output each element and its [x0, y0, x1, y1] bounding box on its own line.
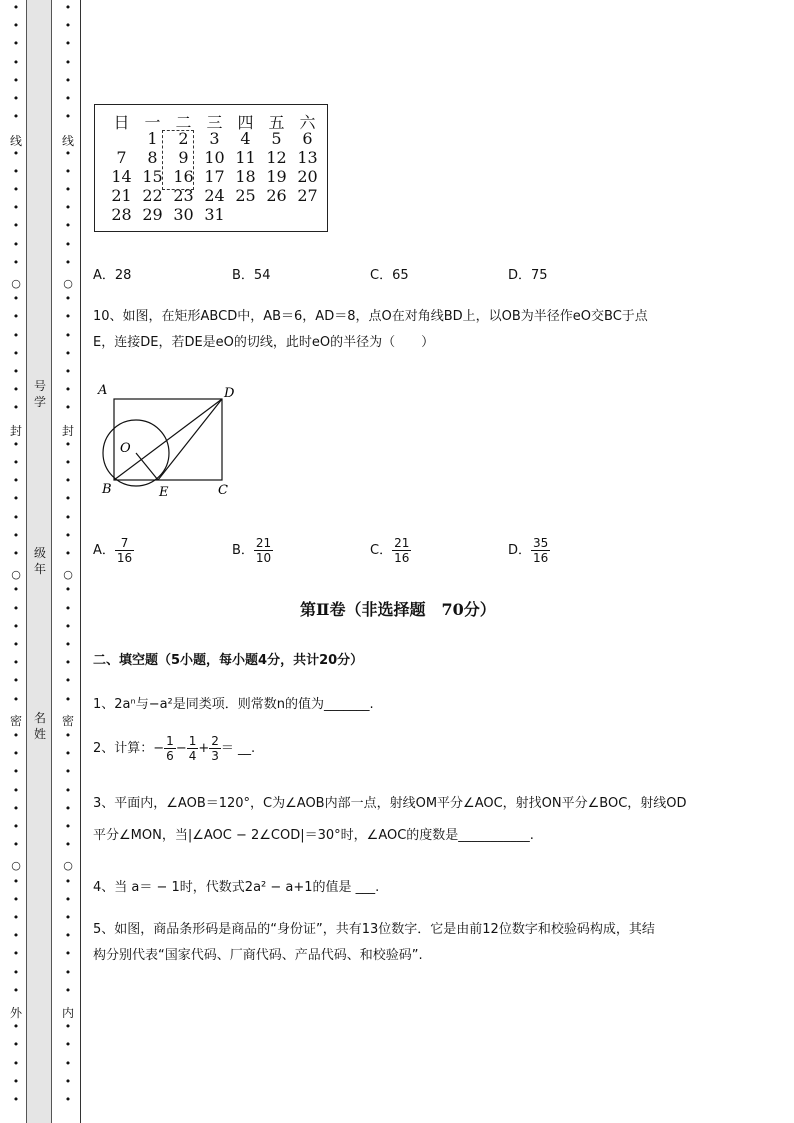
calendar-day-cell: 22: [142, 186, 163, 205]
q10-text-line2: E，连接DE，若DE是eO的切线，此时eO的半径为（ ）: [93, 335, 435, 350]
margin-dot: •: [64, 693, 72, 706]
part2-title: 第Ⅱ卷（非选择题 70分）: [300, 600, 496, 619]
margin-dot: •: [12, 893, 20, 906]
margin-dot: •: [64, 765, 72, 778]
margin-line: [80, 0, 81, 1123]
margin-dot: •: [12, 1038, 20, 1051]
section2-title: 二、填空题（5小题，每小题4分，共计20分）: [93, 653, 364, 668]
calendar-day-cell: 12: [266, 148, 287, 167]
margin-dot: •: [12, 37, 20, 50]
margin-dot: •: [12, 729, 20, 742]
label-c: C: [218, 483, 228, 498]
margin-dot: •: [64, 1038, 72, 1051]
margin-circle: ○: [63, 568, 73, 581]
margin-dot: •: [64, 238, 72, 251]
margin-dot: •: [64, 292, 72, 305]
fill-q5-line1: 5、如图，商品条形码是商品的“身份证”，共有13位数字．它是由前12位数字和校验码构成，其结: [93, 922, 655, 937]
margin-dot: •: [64, 784, 72, 797]
calendar-day-cell: 3: [209, 129, 220, 148]
margin-dot: •: [64, 747, 72, 760]
q9-option-a: A．28: [93, 268, 132, 283]
label-a: A: [98, 383, 108, 398]
margin-dot: •: [64, 37, 72, 50]
fill-q4: 4、当 a＝ − 1时，代数式2a² − a+1的值是 ___.: [93, 880, 380, 895]
margin-dot: •: [12, 802, 20, 815]
margin-dot: •: [12, 583, 20, 596]
margin-dot: •: [64, 620, 72, 633]
margin-dot: •: [12, 347, 20, 360]
fill-q3-line2: 平分∠MON，当|∠AOC − 2∠COD|＝30°时，∠AOC的度数是___________.: [93, 828, 534, 843]
calendar-day-cell: [106, 129, 137, 148]
margin-dot: •: [12, 656, 20, 669]
margin-dot: •: [12, 784, 20, 797]
label-o: O: [120, 441, 131, 456]
margin-seal-char: 密: [61, 714, 74, 728]
margin-dot: •: [64, 911, 72, 924]
margin-dot: •: [12, 747, 20, 760]
calendar-day-cell: 16: [173, 167, 194, 186]
q10-option-a: A． $\frac{7}{16}$: [93, 536, 133, 565]
margin-dot: •: [64, 1, 72, 14]
calendar-day-cell: 28: [111, 205, 132, 224]
margin-dot: •: [12, 74, 20, 87]
label-b: B: [102, 482, 112, 497]
margin-dot: •: [12, 638, 20, 651]
calendar-day-cell: 27: [297, 186, 318, 205]
margin-seal-char: 线: [9, 134, 22, 148]
margin-dot: •: [12, 19, 20, 32]
calendar-day-cell: 21: [111, 186, 132, 205]
margin-dot: •: [64, 1057, 72, 1070]
margin-dot: •: [64, 638, 72, 651]
calendar-day-cell: 15: [142, 167, 163, 186]
calendar-header-cell: 二: [175, 113, 192, 132]
margin-dot: •: [64, 201, 72, 214]
margin-dot: •: [64, 547, 72, 560]
calendar-day-cell: 10: [204, 148, 225, 167]
margin-dot: •: [12, 183, 20, 196]
calendar-header-cell: 六: [299, 113, 316, 132]
margin-dot: •: [12, 1, 20, 14]
margin-dot: •: [64, 310, 72, 323]
calendar-day-cell: 5: [271, 129, 282, 148]
margin-dot: •: [12, 219, 20, 232]
margin-dot: •: [12, 1020, 20, 1033]
margin-dot: •: [12, 929, 20, 942]
margin-dot: •: [64, 966, 72, 979]
calendar-day-cell: 29: [142, 205, 163, 224]
margin-dot: •: [64, 729, 72, 742]
margin-circle: ○: [11, 277, 21, 290]
margin-dot: •: [64, 110, 72, 123]
margin-dot: •: [12, 602, 20, 615]
margin-dot: •: [12, 456, 20, 469]
calendar-grid: [106, 110, 323, 224]
calendar-day-cell: [292, 205, 323, 224]
q10-option-b: B． $\frac{21}{10}$: [232, 536, 272, 565]
margin-seal-char: 线: [61, 134, 74, 148]
calendar-day-cell: [261, 205, 292, 224]
margin-dot: •: [12, 547, 20, 560]
margin-dot: •: [12, 310, 20, 323]
calendar-day-cell: 9: [178, 148, 189, 167]
margin-dot: •: [64, 674, 72, 687]
calendar-day-cell: 24: [204, 186, 225, 205]
margin-dot: •: [64, 820, 72, 833]
calendar-dashed-selection: [162, 130, 194, 190]
margin-dot: •: [64, 929, 72, 942]
calendar-day-cell: 20: [297, 167, 318, 186]
margin-dot: •: [12, 529, 20, 542]
calendar-day-cell: 13: [297, 148, 318, 167]
margin-seal-char: 外: [9, 1006, 22, 1020]
margin-seal-char: 内: [61, 1006, 74, 1020]
margin-dot: •: [12, 947, 20, 960]
margin-dot: •: [12, 401, 20, 414]
calendar-header-cell: 三: [206, 113, 223, 132]
margin-dot: •: [64, 329, 72, 342]
margin-dot: •: [12, 147, 20, 160]
margin-dot: •: [64, 347, 72, 360]
margin-dot: •: [64, 1093, 72, 1106]
margin-dot: •: [64, 984, 72, 997]
margin-seal-char: 封: [61, 424, 74, 438]
margin-dot: •: [12, 875, 20, 888]
q10-figure: [94, 378, 244, 500]
calendar-day-cell: 18: [235, 167, 256, 186]
margin-dot: •: [12, 765, 20, 778]
calendar-day-cell: 7: [116, 148, 127, 167]
calendar-day-cell: 2: [178, 129, 189, 148]
calendar-day-cell: 26: [266, 186, 287, 205]
calendar-day-cell: 1: [147, 129, 158, 148]
fill-q2: 2、计算：− $\frac{1}{6}$ − $\frac{1}{4}$ + $\frac{2}{3}$ ＝ __.: [93, 734, 256, 763]
margin-dot: •: [12, 365, 20, 378]
q10-text-line1: 10、如图，在矩形ABCD中，AB＝6，AD＝8，点O在对角线BD上，以OB为半径作eO交BC于点: [93, 309, 648, 324]
margin-dot: •: [12, 165, 20, 178]
fill-q1: 1、2aⁿ与−a²是同类项．则常数n的值为_______.: [93, 697, 374, 712]
calendar-day-cell: 6: [302, 129, 313, 148]
margin-circle: ○: [11, 568, 21, 581]
calendar-header-cell: 一: [144, 113, 161, 132]
q9-option-d: D．75: [508, 268, 548, 283]
calendar-header-cell: 日: [113, 113, 130, 132]
margin-dot: •: [64, 219, 72, 232]
margin-dot: •: [12, 438, 20, 451]
name-label: 名 姓: [33, 711, 46, 741]
label-d: D: [224, 386, 235, 401]
margin-seal-char: 密: [9, 714, 22, 728]
margin-dot: •: [12, 693, 20, 706]
calendar-day-cell: 30: [173, 205, 194, 224]
margin-dot: •: [12, 474, 20, 487]
calendar-day-cell: [230, 205, 261, 224]
margin-dot: •: [12, 110, 20, 123]
margin-dot: •: [12, 256, 20, 269]
calendar-day-cell: 19: [266, 167, 287, 186]
margin-dot: •: [12, 492, 20, 505]
margin-dot: •: [12, 329, 20, 342]
margin-dot: •: [64, 74, 72, 87]
margin-dot: •: [64, 383, 72, 396]
margin-dot: •: [64, 474, 72, 487]
margin-dot: •: [64, 19, 72, 32]
calendar-header-cell: 五: [268, 113, 285, 132]
margin-dot: •: [12, 838, 20, 851]
margin-dot: •: [12, 820, 20, 833]
margin-circle: ○: [11, 859, 21, 872]
calendar-day-cell: 4: [240, 129, 251, 148]
grade-label: 级 年: [33, 546, 46, 576]
margin-dot: •: [12, 674, 20, 687]
margin-dot: •: [64, 365, 72, 378]
fill-q5-line2: 构分别代表“国家代码、厂商代码、产品代码、和校验码”.: [93, 948, 423, 963]
margin-dot: •: [64, 893, 72, 906]
margin-dot: •: [64, 511, 72, 524]
margin-dot: •: [64, 165, 72, 178]
margin-dot: •: [12, 911, 20, 924]
q9-option-c: C．65: [370, 268, 409, 283]
calendar-day-cell: 14: [111, 167, 132, 186]
margin-dot: •: [64, 92, 72, 105]
margin-dot: •: [12, 1093, 20, 1106]
radius-oe: [136, 453, 158, 480]
margin-dot: •: [64, 456, 72, 469]
margin-dot: •: [64, 183, 72, 196]
margin-dot: •: [12, 292, 20, 305]
margin-dot: •: [12, 984, 20, 997]
calendar-header-cell: 四: [237, 113, 254, 132]
margin-dot: •: [64, 838, 72, 851]
margin-dot: •: [12, 56, 20, 69]
margin-dot: •: [12, 1057, 20, 1070]
margin-dot: •: [64, 947, 72, 960]
margin-dot: •: [64, 147, 72, 160]
label-e: E: [159, 485, 169, 500]
margin-dot: •: [12, 201, 20, 214]
margin-dot: •: [64, 1020, 72, 1033]
margin-dot: •: [12, 383, 20, 396]
margin-dot: •: [12, 966, 20, 979]
margin-circle: ○: [63, 859, 73, 872]
margin-dot: •: [64, 438, 72, 451]
margin-dot: •: [64, 529, 72, 542]
margin-dot: •: [12, 238, 20, 251]
margin-circle: ○: [63, 277, 73, 290]
q9-option-b: B．54: [232, 268, 271, 283]
student-number-label: 号 学: [33, 379, 46, 409]
calendar-day-cell: 25: [235, 186, 256, 205]
margin-dot: •: [64, 656, 72, 669]
calendar-day-cell: 31: [204, 205, 225, 224]
margin-dot: •: [64, 256, 72, 269]
margin-dot: •: [64, 401, 72, 414]
margin-dot: •: [64, 56, 72, 69]
margin-dot: •: [12, 1075, 20, 1088]
margin-dot: •: [12, 511, 20, 524]
margin-dot: •: [64, 875, 72, 888]
calendar-day-cell: 11: [235, 148, 256, 167]
q10-option-d: D． $\frac{35}{16}$: [508, 536, 549, 565]
margin-dot: •: [64, 492, 72, 505]
calendar-day-cell: 17: [204, 167, 225, 186]
q10-option-c: C． $\frac{21}{16}$: [370, 536, 410, 565]
margin-dot: •: [64, 802, 72, 815]
fill-q3-line1: 3、平面内，∠AOB＝120°，C为∠AOB内部一点，射线OM平分∠AOC，射找ON平分∠BOC，射线OD: [93, 796, 687, 811]
margin-dot: •: [64, 583, 72, 596]
margin-seal-char: 封: [9, 424, 22, 438]
calendar-day-cell: 8: [147, 148, 158, 167]
margin-dot: •: [12, 620, 20, 633]
margin-dot: •: [12, 92, 20, 105]
margin-dot: •: [64, 602, 72, 615]
calendar-day-cell: 23: [173, 186, 194, 205]
margin-dot: •: [64, 1075, 72, 1088]
